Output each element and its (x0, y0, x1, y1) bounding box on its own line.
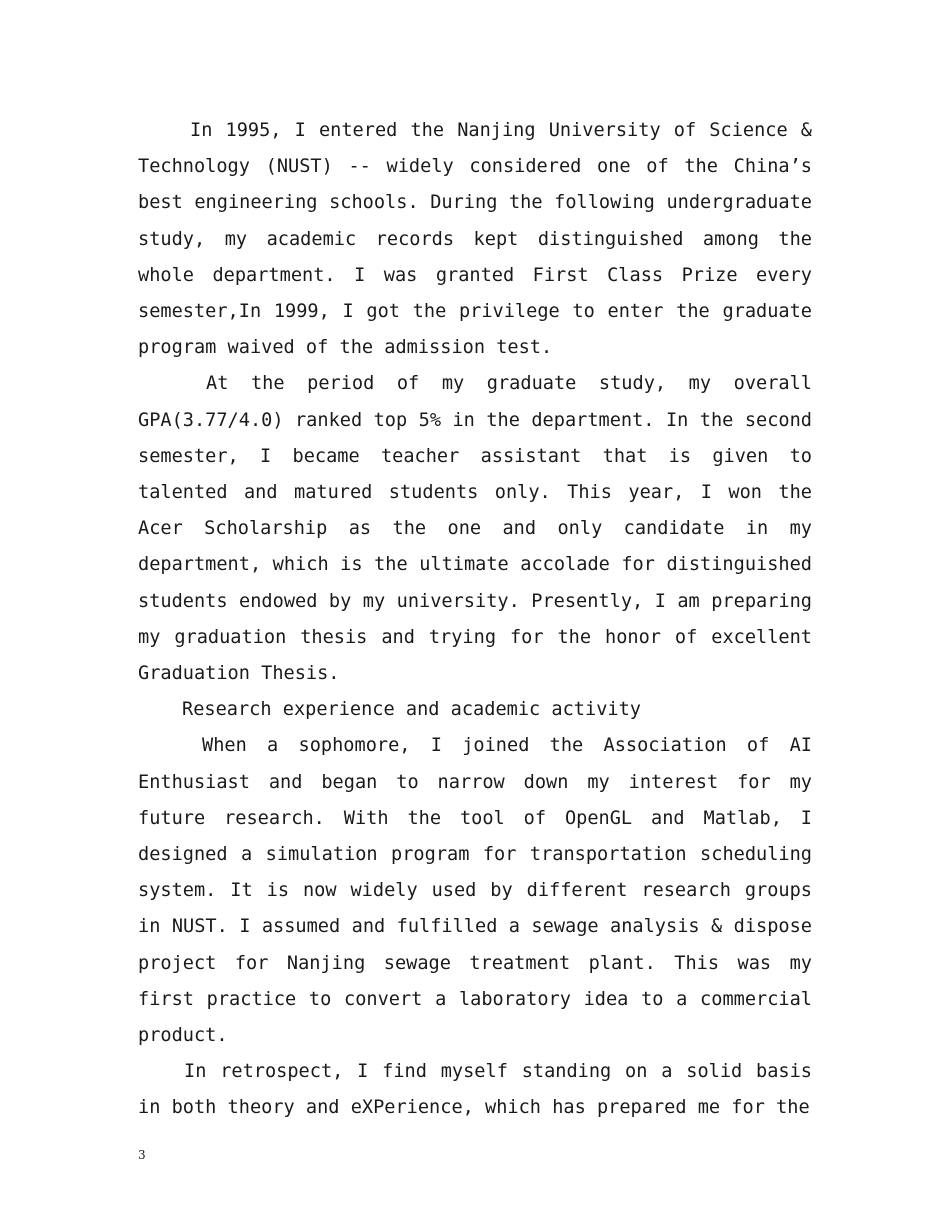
page-number: 3 (138, 1148, 146, 1162)
paragraph-research-experience: When a sophomore, I joined the Association of AI Enthusiast and began to narrow down my interest for my future research. With the tool of OpenGL and Matlab, I designed a simulation program for transportation scheduling system. It is now widely used by different research groups in NUST. I assumed and fulfilled a sewage analysis & dispose project for Nanjing sewage treatment plant. This was my first practice to convert a laboratory idea to a commercial product. (138, 735, 812, 1047)
paragraph-retrospect: In retrospect, I find myself standing on a solid basis in both theory and eXPerience, which has prepared me for the (138, 1061, 812, 1119)
paragraph-graduate-study: At the period of my graduate study, my overall GPA(3.77/4.0) ranked top 5% in the department. In the second semester, I became teacher assistant that is given to talented and matured students only. This year, I won the Acer Scholarship as the one and only candidate in my department, which is the ultimate accolade for distinguished students endowed by my university. Presently, I am preparing my graduation thesis and trying for the honor of excellent Graduation Thesis. (138, 373, 812, 685)
paragraph-education: In 1995, I entered the Nanjing University of Science & Technology (NUST) -- widely considered one of the China’s best engineering schools. During the following undergraduate study, my academic records kept distinguished among the whole department. I was granted First Class Prize every semester,In 1999, I got the privilege to enter the graduate program waived of the admission test. (138, 120, 812, 359)
document-body (138, 113, 812, 1127)
section-heading-research: Research experience and academic activity (182, 699, 641, 721)
